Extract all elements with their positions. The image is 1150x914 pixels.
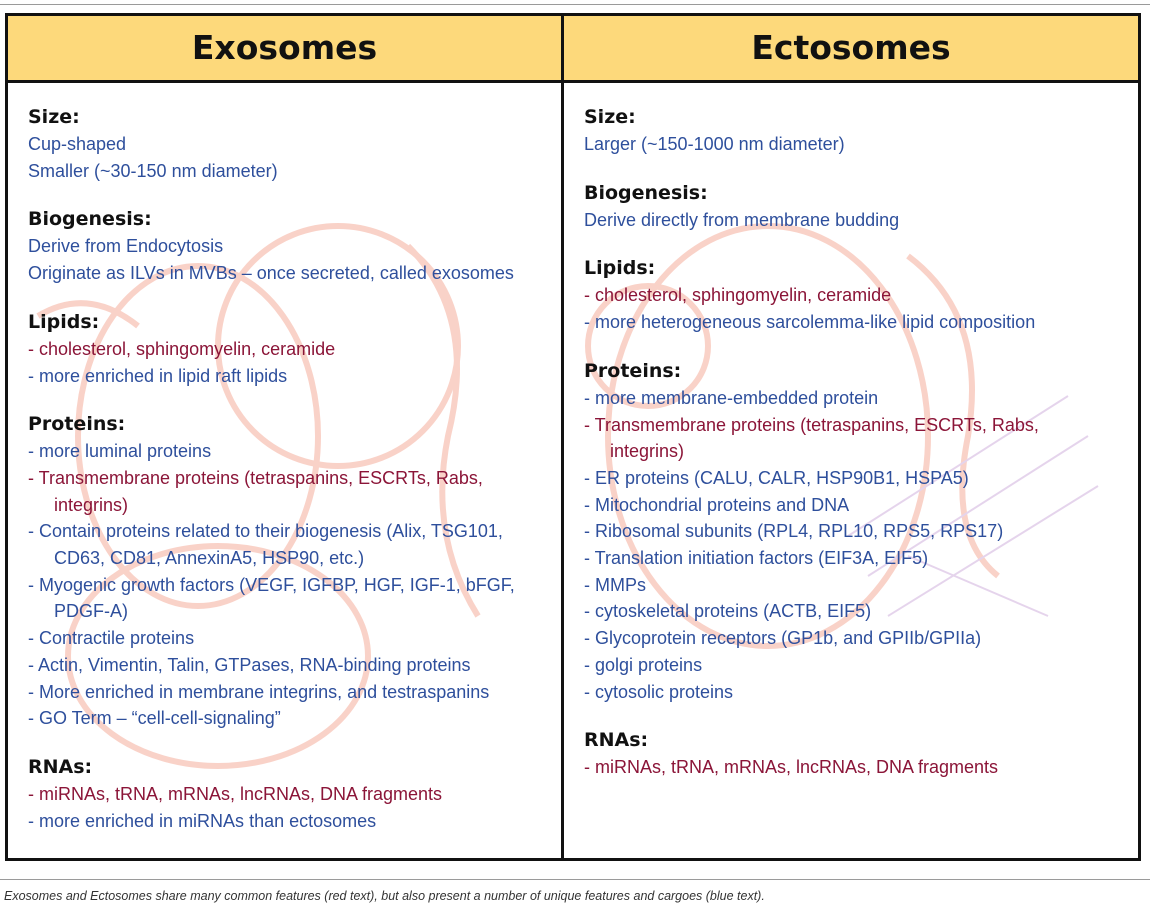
section-title: Biogenesis: <box>584 181 708 204</box>
section-title: RNAs: <box>28 755 93 778</box>
section <box>584 256 1134 335</box>
list-item: Derive from Endocytosis <box>28 236 224 257</box>
list-item: Larger (~150-1000 nm diameter) <box>584 134 845 154</box>
list-item: Cup-shaped <box>28 134 127 154</box>
exosomes-title: Exosomes <box>191 28 378 67</box>
list-item: - Glycoprotein receptors (GP1b, and GPIIb/GPIIa) <box>584 628 982 649</box>
section <box>28 105 558 184</box>
list-item: - Actin, Vimentin, Talin, GTPases, RNA-binding proteins <box>28 654 471 675</box>
top-rule <box>0 4 1150 5</box>
comparison-table <box>5 13 1141 861</box>
column-divider <box>561 16 564 858</box>
section <box>584 728 1134 781</box>
list-item: - Contractile proteins <box>28 628 195 649</box>
bottom-rule <box>0 879 1150 880</box>
list-item: - Contain proteins related to their biogenesis (Alix, TSG101, <box>28 521 503 542</box>
section-title: Lipids: <box>584 257 656 280</box>
list-item: - Transmembrane proteins (tetraspanins, ESCRTs, Rabs, <box>28 467 483 488</box>
list-item: - Translation initiation factors (EIF3A, EIF5) <box>584 548 929 569</box>
list-item: - cholesterol, sphingomyelin, ceramide <box>584 285 892 306</box>
list-item: - More enriched in membrane integrins, and testraspanins <box>28 681 490 702</box>
section-title: Proteins: <box>28 413 126 436</box>
list-item: CD63, CD81, AnnexinA5, HSP90, etc.) <box>54 548 365 569</box>
section <box>584 181 1134 234</box>
list-item: integrins) <box>54 494 129 515</box>
section-title: Biogenesis: <box>28 208 152 231</box>
list-item: - ER proteins (CALU, CALR, HSP90B1, HSPA5) <box>584 467 969 488</box>
list-item: - Transmembrane proteins (tetraspanins, ESCRTs, Rabs, <box>584 414 1039 435</box>
section-title: Lipids: <box>28 310 100 333</box>
section <box>28 755 558 834</box>
ectosomes-title: Ectosomes <box>751 28 951 67</box>
list-item: - more luminal proteins <box>28 441 212 462</box>
section-title: Size: <box>584 106 636 128</box>
list-item: - Myogenic growth factors (VEGF, IGFBP, HGF, IGF-1, bFGF, <box>28 574 515 595</box>
list-item: - GO Term – “cell-cell-signaling” <box>28 708 281 729</box>
list-item: - Mitochondrial proteins and DNA <box>584 494 850 515</box>
section-title: RNAs: <box>584 729 649 752</box>
list-item: - more enriched in lipid raft lipids <box>28 365 288 386</box>
section <box>28 412 558 732</box>
section-title: Size: <box>28 106 80 128</box>
list-item: integrins) <box>610 441 685 462</box>
section <box>28 310 558 389</box>
list-item: - cholesterol, sphingomyelin, ceramide <box>28 338 336 359</box>
section <box>584 359 1134 705</box>
section <box>584 105 1134 158</box>
section-title: Proteins: <box>584 359 682 382</box>
list-item: PDGF-A) <box>54 601 128 622</box>
list-item: - more heterogeneous sarcolemma-like lipid composition <box>584 312 1036 333</box>
figure-caption: Exosomes and Ectosomes share many common features (red text), but also present a number of unique features and cargoes (blue text). <box>4 889 765 903</box>
list-item: - cytosolic proteins <box>584 681 734 702</box>
list-item: Smaller (~30-150 nm diameter) <box>28 160 278 181</box>
list-item: Derive directly from membrane budding <box>584 209 900 230</box>
ectosomes-column <box>584 83 1134 858</box>
list-item: - more enriched in miRNAs than ectosomes <box>28 810 377 831</box>
section <box>28 207 558 286</box>
list-item: - miRNAs, tRNA, mRNAs, lncRNAs, DNA fragments <box>28 783 443 804</box>
list-item: - golgi proteins <box>584 654 703 675</box>
list-item: - more membrane-embedded protein <box>584 387 879 408</box>
list-item: - Ribosomal subunits (RPL4, RPL10, RPS5, RPS17) <box>584 521 1004 542</box>
list-item: Originate as ILVs in MVBs – once secreted, called exosomes <box>28 263 514 284</box>
list-item: - MMPs <box>584 574 646 595</box>
list-item: - miRNAs, tRNA, mRNAs, lncRNAs, DNA fragments <box>584 757 999 778</box>
list-item: - cytoskeletal proteins (ACTB, EIF5) <box>584 601 872 622</box>
exosomes-column <box>28 83 558 858</box>
